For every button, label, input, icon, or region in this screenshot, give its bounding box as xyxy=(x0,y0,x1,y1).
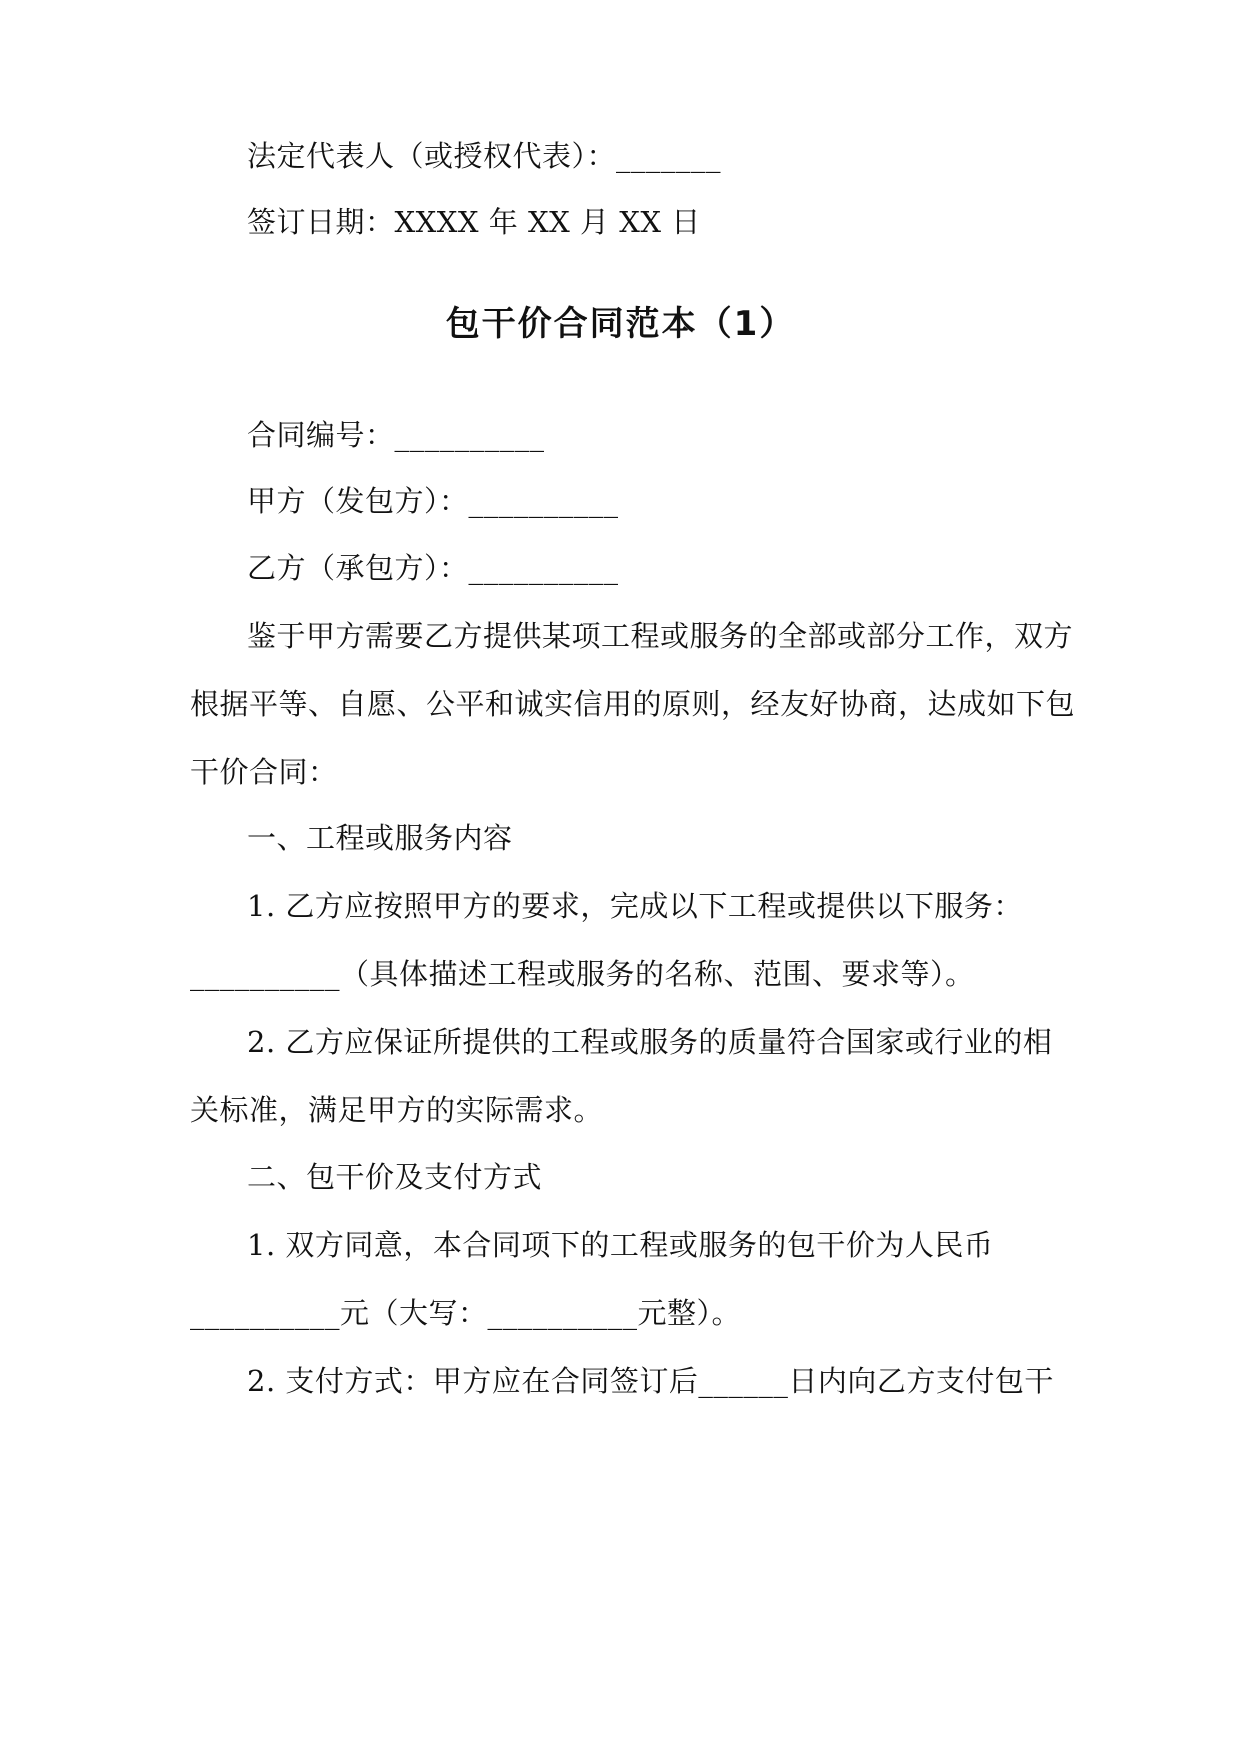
section-2-item-1-line-2: __________元（大写：__________元整）。 xyxy=(190,1296,742,1330)
section-1-heading: 一、工程或服务内容 xyxy=(247,821,513,855)
preamble-line-2: 根据平等、自愿、公平和诚实信用的原则，经友好协商，达成如下包 xyxy=(190,687,1076,721)
party-b-field: 乙方（承包方）：__________ xyxy=(247,551,619,585)
document-title: 包干价合同范本（1） xyxy=(445,304,796,344)
representative-line: 法定代表人（或授权代表）：_______ xyxy=(247,139,722,173)
party-a-field: 甲方（发包方）：__________ xyxy=(247,484,619,518)
section-1-item-1-line-1: 1. 乙方应按照甲方的要求，完成以下工程或提供以下服务： xyxy=(247,889,1023,923)
section-1-item-2-line-1: 2. 乙方应保证所提供的工程或服务的质量符合国家或行业的相 xyxy=(247,1025,1053,1059)
signing-date-line: 签订日期：XXXX 年 XX 月 XX 日 xyxy=(247,205,701,239)
preamble-line-3: 干价合同： xyxy=(190,755,338,789)
section-2-item-1-line-1: 1. 双方同意，本合同项下的工程或服务的包干价为人民币 xyxy=(247,1228,994,1262)
preamble-line-1: 鉴于甲方需要乙方提供某项工程或服务的全部或部分工作，双方 xyxy=(247,619,1074,653)
section-1-item-1-line-2: __________（具体描述工程或服务的名称、范围、要求等）。 xyxy=(190,957,975,991)
contract-number-field: 合同编号：__________ xyxy=(247,418,545,452)
section-2-item-2-line-1: 2. 支付方式：甲方应在合同签订后______日内向乙方支付包干 xyxy=(247,1364,1054,1398)
section-2-heading: 二、包干价及支付方式 xyxy=(247,1160,543,1194)
section-1-item-2-line-2: 关标准，满足甲方的实际需求。 xyxy=(190,1093,604,1127)
